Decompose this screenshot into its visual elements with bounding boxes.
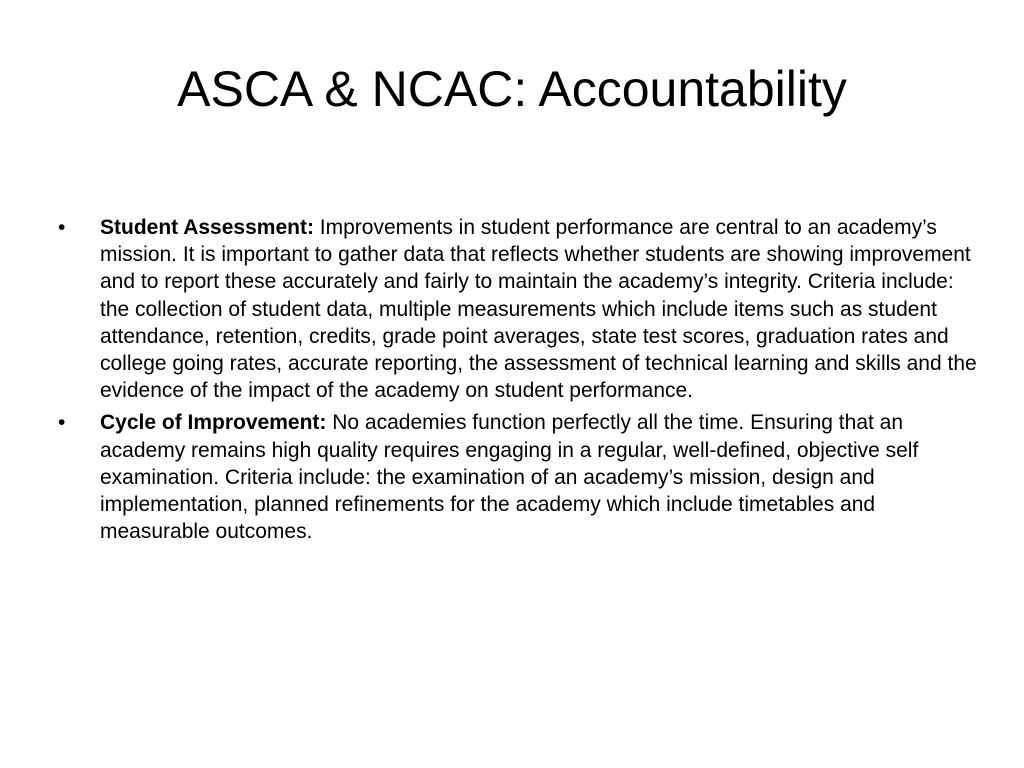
bullet-heading: Cycle of Improvement: xyxy=(100,411,327,435)
bullet-heading: Student Assessment: xyxy=(100,216,314,239)
bullet-list xyxy=(58,214,978,550)
bullet-text: No academies function perfectly all the time. Ensuring that an academy remains high quality requires engaging in a regular, well-defined, objective self examination. Criteria include: the examination of an academy’s mission, design and implementation, planned refinements for the academy which include timetables and measurable outcomes. xyxy=(100,411,919,544)
bullet-item-student-assessment xyxy=(58,214,978,404)
bullet-icon: • xyxy=(58,411,66,435)
bullet-icon: • xyxy=(58,216,66,239)
slide-title: ASCA & NCAC: Accountability xyxy=(177,61,847,117)
bullet-item-cycle-of-improvement xyxy=(58,409,978,545)
bullet-text: Improvements in student performance are central to an academy’s mission. It is important to gather data that reflects whether students are showing improvement and to report these accurately and fairly to maintain the academy’s integrity. Criteria include: the collection of student data, multiple measurements which include items such as student attendance, retention, credits, grade point averages, state test scores, graduation rates and college going rates, accurate reporting, the assessment of technical learning and skills and the evidence of the impact of the academy on student performance. xyxy=(100,216,977,403)
